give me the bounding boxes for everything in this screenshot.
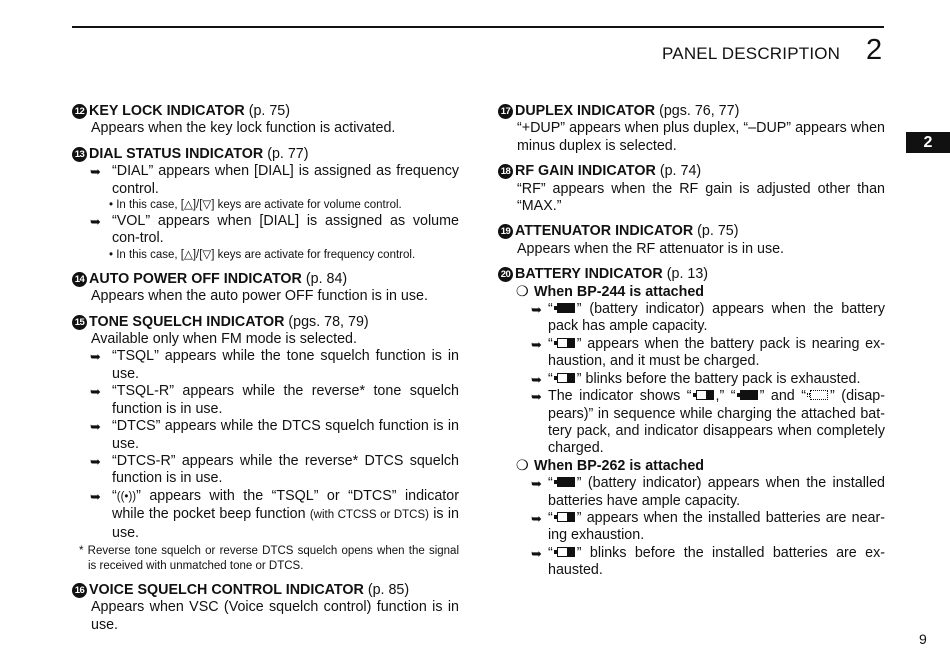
bullet-text: ” (disap-pears)” in sequence while charging the attached bat-tery pack, and indicator disappears when completely charged. — [548, 388, 886, 457]
battery-half-icon — [554, 372, 576, 384]
bullet-item — [72, 163, 459, 198]
bullet-text-open: “ — [112, 487, 117, 504]
section-auto-power-off-indicator — [72, 271, 459, 306]
bullet-item — [72, 348, 459, 383]
open-quote: “ — [548, 335, 553, 352]
section-title: RF GAIN INDICATOR — [515, 163, 656, 180]
open-quote: “ — [548, 301, 553, 318]
bullet-item — [498, 510, 885, 545]
section-text: Appears when VSC (Voice squelch control) function is in use. — [91, 599, 459, 633]
page-reference: (p. 13) — [666, 266, 709, 283]
bullet-text: “TSQL” appears while the tone squelch function is in use. — [112, 348, 459, 382]
section-heading — [498, 266, 885, 283]
bullet-text: ” and “ — [759, 388, 807, 405]
section-tone-squelch-indicator — [72, 314, 459, 574]
page-reference: (pgs. 78, 79) — [288, 313, 369, 330]
page-reference: (p. 84) — [305, 270, 348, 287]
section-rf-gain-indicator — [498, 163, 885, 215]
section-title: TONE SQUELCH INDICATOR — [89, 313, 285, 330]
battery-half-icon — [554, 337, 576, 349]
arrow-bullet-icon: ➥ — [90, 164, 101, 180]
open-quote: “ — [548, 544, 553, 561]
section-text: “RF” appears when the RF gain is adjusted other than “MAX.” — [517, 180, 885, 215]
arrow-bullet-icon: ➥ — [90, 453, 101, 469]
section-heading — [72, 582, 459, 599]
arrow-bullet-icon: ➥ — [531, 371, 542, 387]
bullet-text: “DTCS-R” appears while the reverse* DTCS squelch function is in use. — [112, 452, 459, 487]
arrow-bullet-icon: ➥ — [90, 384, 101, 400]
arrow-bullet-icon: ➥ — [531, 336, 542, 352]
page-reference: (pgs. 76, 77) — [659, 103, 740, 119]
battery-half-icon — [554, 511, 576, 523]
battery-empty-icon — [807, 389, 829, 401]
battery-half-icon — [554, 546, 576, 558]
section-dial-status-indicator — [72, 146, 459, 263]
bullet-text: ” (battery indicator) appears when the battery pack has ample capacity. — [548, 301, 885, 335]
section-text: Available only when FM mode is selected. — [91, 331, 357, 348]
ring-bullet-icon: ❍ — [516, 283, 529, 300]
page-reference: (p. 75) — [697, 223, 739, 240]
section-title: ATTENUATOR INDICATOR — [515, 223, 694, 240]
bullet-text-end: is in use. — [112, 506, 459, 541]
battery-full-icon — [737, 389, 759, 401]
subheading-bp-244 — [498, 284, 885, 301]
bullet-item — [498, 545, 885, 580]
bullet-item — [498, 388, 885, 458]
bullet-text: “TSQL-R” appears while the reverse* tone squelch function is in use. — [112, 383, 459, 417]
bullet-small-text: (with CTCSS or DTCS) — [309, 509, 429, 522]
section-title: VOICE SQUELCH CONTROL INDICATOR — [89, 581, 364, 598]
arrow-bullet-icon: ➥ — [531, 545, 542, 561]
battery-full-icon — [554, 476, 576, 488]
bullet-item — [72, 213, 459, 248]
open-quote: “ — [548, 509, 553, 526]
circled-number-20: 20 — [498, 267, 513, 282]
subheading-text: When BP-262 is attached — [534, 457, 705, 474]
bullet-text: “DTCS” appears while the DTCS squelch function is in use. — [112, 418, 459, 452]
battery-full-icon — [554, 302, 576, 314]
section-heading — [72, 103, 459, 120]
page-number: 9 — [919, 631, 927, 647]
circled-number-19: 19 — [498, 224, 513, 239]
circled-number-16: 16 — [72, 583, 87, 598]
ring-bullet-icon: ❍ — [516, 457, 529, 474]
left-column — [72, 103, 459, 642]
section-duplex-indicator — [498, 103, 885, 155]
bullet-text: “VOL” appears when [DIAL] is assigned as volume con-trol. — [112, 213, 459, 247]
arrow-bullet-icon: ➥ — [531, 389, 542, 405]
arrow-bullet-icon: ➥ — [90, 349, 101, 365]
open-quote: “ — [548, 475, 553, 492]
chapter-side-tab: 2 — [906, 132, 950, 153]
section-heading — [498, 163, 885, 180]
section-title: DIAL STATUS INDICATOR — [89, 145, 264, 162]
top-rule — [72, 26, 884, 28]
circled-number-17: 17 — [498, 104, 513, 119]
right-column — [498, 103, 885, 588]
section-battery-indicator — [498, 266, 885, 579]
section-voice-squelch-control-indicator — [72, 582, 459, 634]
page-reference: (p. 77) — [267, 145, 309, 162]
circled-number-18: 18 — [498, 164, 513, 179]
arrow-bullet-icon: ➥ — [531, 476, 542, 492]
section-text: Appears when the RF attenuator is in use. — [517, 240, 785, 257]
bullet-text: The indicator shows “ — [548, 388, 692, 405]
section-text: “+DUP” appears when plus duplex, “–DUP” appears when minus duplex is selected. — [517, 120, 885, 154]
circled-number-15: 15 — [72, 315, 87, 330]
note-text: • In this case, [△]/[▽] keys are activate for frequency control. — [109, 248, 416, 261]
section-text: Appears when the auto power OFF function is in use. — [91, 288, 428, 305]
subheading-text: When BP-244 is attached — [534, 283, 705, 300]
page-reference: (p. 75) — [248, 103, 291, 119]
section-heading — [72, 271, 459, 288]
bullet-text: ” (battery indicator) appears when the installed batteries have ample capacity. — [548, 475, 885, 509]
page-header-title: PANEL DESCRIPTION — [662, 44, 841, 63]
circled-number-14: 14 — [72, 272, 87, 287]
section-heading — [498, 223, 885, 240]
section-key-lock-indicator — [72, 103, 459, 138]
bullet-item — [498, 475, 885, 510]
circled-number-13: 13 — [72, 147, 87, 162]
section-title: KEY LOCK INDICATOR — [89, 103, 245, 119]
arrow-bullet-icon: ➥ — [531, 510, 542, 526]
section-attenuator-indicator — [498, 223, 885, 258]
section-heading — [498, 103, 885, 120]
bullet-item — [72, 383, 459, 418]
battery-low-icon — [693, 389, 715, 401]
circled-number-12: 12 — [72, 104, 87, 119]
arrow-bullet-icon: ➥ — [90, 419, 101, 435]
section-heading — [72, 146, 459, 163]
bullet-text: “DIAL” appears when [DIAL] is assigned as frequency control. — [112, 163, 459, 197]
chapter-number: 2 — [866, 34, 883, 66]
section-title: AUTO POWER OFF INDICATOR — [89, 270, 302, 287]
bullet-text: ” blinks before the battery pack is exhausted. — [576, 370, 861, 387]
bullet-text: ” appears when the installed batteries are near-ing exhaustion. — [548, 509, 885, 544]
bullet-text: ” appears when the battery pack is nearing ex-haustion, and it must be charged. — [548, 335, 885, 370]
section-text: Appears when the key lock function is activated. — [91, 120, 396, 137]
page-reference: (p. 85) — [367, 581, 410, 598]
bullet-item — [498, 301, 885, 336]
bullet-item — [72, 488, 459, 542]
bullet-item — [498, 336, 885, 371]
pocket-beep-icon: ((•)) — [116, 490, 137, 503]
arrow-bullet-icon: ➥ — [90, 214, 101, 230]
bullet-item — [72, 418, 459, 453]
section-title: DUPLEX INDICATOR — [515, 103, 656, 119]
bullet-item — [72, 453, 459, 488]
section-title: BATTERY INDICATOR — [515, 266, 663, 283]
bullet-item — [498, 371, 885, 388]
bullet-text: ” appears with the “TSQL” or “DTCS” indicator while the pocket beep function — [112, 487, 459, 523]
page-reference: (p. 74) — [659, 163, 702, 180]
open-quote: “ — [548, 370, 553, 387]
note-text: • In this case, [△]/[▽] keys are activate for volume control. — [109, 199, 402, 212]
bullet-text: ” blinks before the installed batteries are ex-hausted. — [548, 544, 885, 579]
bullet-text: ,” “ — [715, 388, 736, 405]
subheading-bp-262 — [498, 458, 885, 475]
arrow-bullet-icon: ➥ — [531, 302, 542, 318]
arrow-bullet-icon: ➥ — [90, 488, 101, 504]
section-heading — [72, 314, 459, 331]
footnote: * Reverse tone squelch or reverse DTCS squelch opens when the signal is received with unmatched tone or DTCS. — [79, 544, 459, 572]
